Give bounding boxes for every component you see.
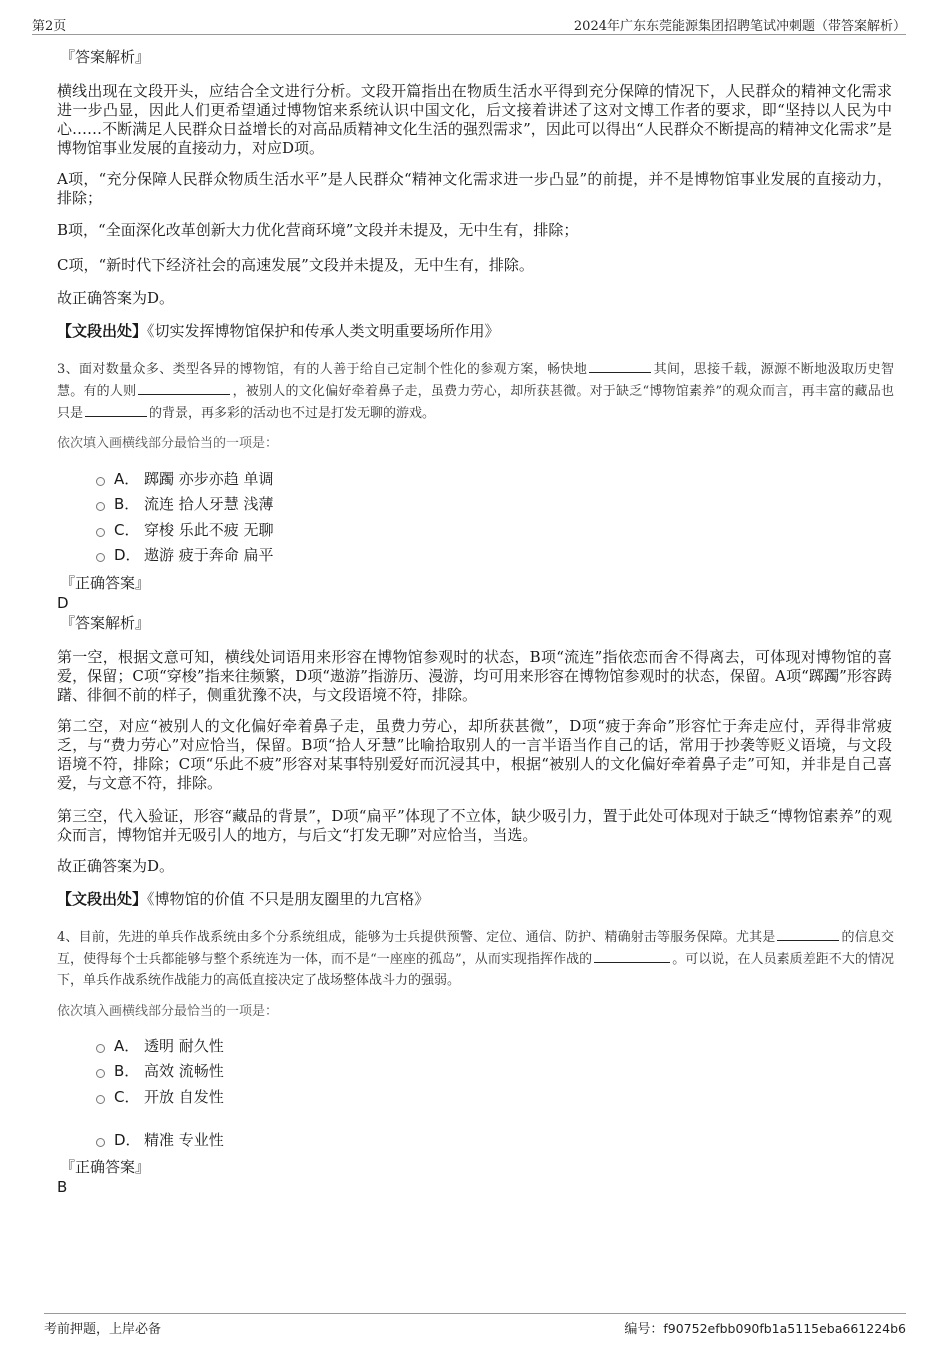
q3-option-b[interactable]	[96, 494, 274, 514]
document-title: 2024年广东东莞能源集团招聘笔试冲刺题（带答案解析）	[573, 19, 906, 34]
q4-option-c[interactable]	[96, 1087, 224, 1107]
option-text: 开放 自发性	[144, 1087, 224, 1106]
q2-source-title: 《切实发挥博物馆保护和传承人类文明重要场所作用》	[147, 322, 500, 340]
q3-option-c[interactable]	[96, 520, 274, 540]
page-number: 第2页	[32, 19, 67, 34]
radio-icon[interactable]	[96, 477, 105, 486]
q3-correct-answer: D	[57, 594, 69, 612]
q3-option-a[interactable]	[96, 469, 274, 489]
q4-option-a[interactable]	[96, 1036, 224, 1056]
q3-source-title: 《博物馆的价值 不只是朋友圈里的九宫格》	[147, 890, 430, 908]
q3-correct-label: 『正确答案』	[60, 574, 151, 592]
q4-option-d[interactable]	[96, 1130, 224, 1150]
q3-blank-2	[138, 380, 230, 395]
radio-icon[interactable]	[96, 528, 105, 537]
q3-analysis-label: 『答案解析』	[60, 614, 151, 632]
option-letter: B．	[114, 1061, 140, 1080]
q4-stem-part-b: 的信息交互，使得每个士兵都能够与整个系统连为一体，而不是“一座座的孤岛”，从而实现指挥作战的	[57, 930, 894, 967]
code-label: 编号：	[624, 1322, 664, 1337]
q4-instruction: 依次填入画横线部分最恰当的一项是：	[57, 1004, 279, 1019]
radio-icon[interactable]	[96, 553, 105, 562]
radio-icon[interactable]	[96, 502, 105, 511]
q3-analysis-p2: 第二空，对应“被别人的文化偏好牵着鼻子走，虽费力劳心，却所获甚微”，D项“疲于奔命”形容忙于奔走应付，弄得非常疲乏，与“费力劳心”对应恰当，保留。B项“拾人牙慧”比喻拾取别人的一言半语当作自己的话，常用于抄袭等贬义语境，与文段语境不符，排除；C项“乐此不疲”形容对某事特别爱好而沉浸其中，根据“被别人的文化偏好牵着鼻子走”可知，并非是自己喜爱，与文意不符，排除。	[57, 717, 892, 792]
q2-analysis-p4: C项，“新时代下经济社会的高速发展”文段并未提及，无中生有，排除。	[57, 256, 534, 274]
q3-stem	[57, 358, 894, 424]
q2-analysis-label: 『答案解析』	[60, 48, 151, 66]
option-letter: C．	[114, 1087, 140, 1106]
option-letter: C．	[114, 520, 140, 539]
radio-icon[interactable]	[96, 1095, 105, 1104]
radio-icon[interactable]	[96, 1044, 105, 1053]
option-text: 高效 流畅性	[144, 1061, 224, 1080]
q4-option-b[interactable]	[96, 1061, 224, 1081]
q2-analysis-p3: B项，“全面深化改革创新大力优化营商环境”文段并未提及，无中生有，排除；	[57, 221, 579, 239]
q3-blank-3	[85, 402, 147, 417]
option-text: 遨游 疲于奔命 扁平	[144, 545, 274, 564]
option-text: 透明 耐久性	[144, 1036, 224, 1055]
q4-blank-2	[594, 948, 670, 963]
option-letter: D．	[114, 545, 141, 564]
option-letter: D．	[114, 1130, 141, 1149]
q3-source-label: 【文段出处】	[57, 890, 148, 908]
q3-option-d[interactable]	[96, 545, 274, 565]
q2-source	[57, 322, 500, 341]
page-footer	[44, 1313, 906, 1336]
q3-conclusion: 故正确答案为D。	[57, 857, 175, 875]
code-value: f90752efbb090fb1a5115eba661224b6	[663, 1321, 906, 1336]
q3-stem-part-b: 其间，思接千载，源源不断地汲取历史智慧。有的人则	[57, 362, 894, 399]
page-header	[32, 12, 906, 35]
q3-blank-1	[589, 358, 651, 373]
q3-analysis-p3: 第三空，代入验证，形容“藏品的背景”，D项“扁平”体现了不立体，缺少吸引力，置于此处可体现对于缺乏“博物馆素养”的观众而言，博物馆并无吸引人的地方，与后文“打发无聊”对应恰当，当选。	[57, 807, 892, 844]
q3-stem-part-c: ，被别人的文化偏好牵着鼻子走，虽费力劳心，却所获甚微。对于缺乏“博物馆素养”的观众而言，再丰富的藏品也只是	[57, 384, 894, 421]
q4-correct-label: 『正确答案』	[60, 1158, 151, 1176]
document-code	[624, 1318, 906, 1337]
q3-stem-part-a: 3、面对数量众多、类型各异的博物馆，有的人善于给自己定制个性化的参观方案，畅快地	[57, 362, 588, 377]
q4-correct-answer: B	[57, 1178, 68, 1196]
option-letter: B．	[114, 494, 140, 513]
q3-instruction: 依次填入画横线部分最恰当的一项是：	[57, 436, 279, 451]
q4-stem-part-c: 。可以说，在人员素质差距不大的情况下，单兵作战系统作战能力的高低直接决定了战场整体战斗力的强弱。	[57, 952, 894, 988]
footer-slogan: 考前押题，上岸必备	[44, 1322, 162, 1337]
q2-conclusion: 故正确答案为D。	[57, 289, 175, 307]
q3-stem-part-d: 的背景，再多彩的活动也不过是打发无聊的游戏。	[149, 406, 436, 421]
q4-stem-part-a: 4、目前，先进的单兵作战系统由多个分系统组成，能够为士兵提供预警、定位、通信、防护、精确射击等服务保障。尤其是	[57, 930, 776, 945]
option-text: 流连 拾人牙慧 浅薄	[144, 494, 274, 513]
option-text: 精准 专业性	[144, 1130, 224, 1149]
option-letter: A．	[114, 1036, 140, 1055]
q3-source	[57, 890, 429, 909]
q3-analysis-p1: 第一空，根据文意可知，横线处词语用来形容在博物馆参观时的状态，B项“流连”指依恋而舍不得离去，可体现对博物馆的喜爱，保留；C项“穿梭”指来往频繁，D项“遨游”指游历、漫游，均可用来形容在博物馆参观时的状态，保留。A项“踯躅”形容踌躇、徘徊不前的样子，侧重犹豫不决，与文段语境不符，排除。	[57, 648, 892, 704]
radio-icon[interactable]	[96, 1138, 105, 1147]
q4-blank-1	[777, 926, 839, 941]
option-letter: A．	[114, 469, 140, 488]
radio-icon[interactable]	[96, 1069, 105, 1078]
q2-analysis-p1: 横线出现在文段开头，应结合全文进行分析。文段开篇指出在物质生活水平得到充分保障的情况下，人民群众的精神文化需求进一步凸显，因此人们更希望通过博物馆来系统认识中国文化，后文接着讲述了这对文博工作者的要求，即“坚持以人民为中心……不断满足人民群众日益增长的对高品质精神文化生活的强烈需求”，因此可以得出“人民群众不断提高的精神文化需求”是博物馆事业发展的直接动力，对应D项。	[57, 82, 892, 157]
q2-source-label: 【文段出处】	[57, 322, 148, 340]
q4-stem	[57, 926, 894, 991]
option-text: 踯躅 亦步亦趋 单调	[144, 469, 274, 488]
option-text: 穿梭 乐此不疲 无聊	[144, 520, 274, 539]
q2-analysis-p2: A项，“充分保障人民群众物质生活水平”是人民群众“精神文化需求进一步凸显”的前提，并不是博物馆事业发展的直接动力，排除；	[57, 170, 892, 207]
